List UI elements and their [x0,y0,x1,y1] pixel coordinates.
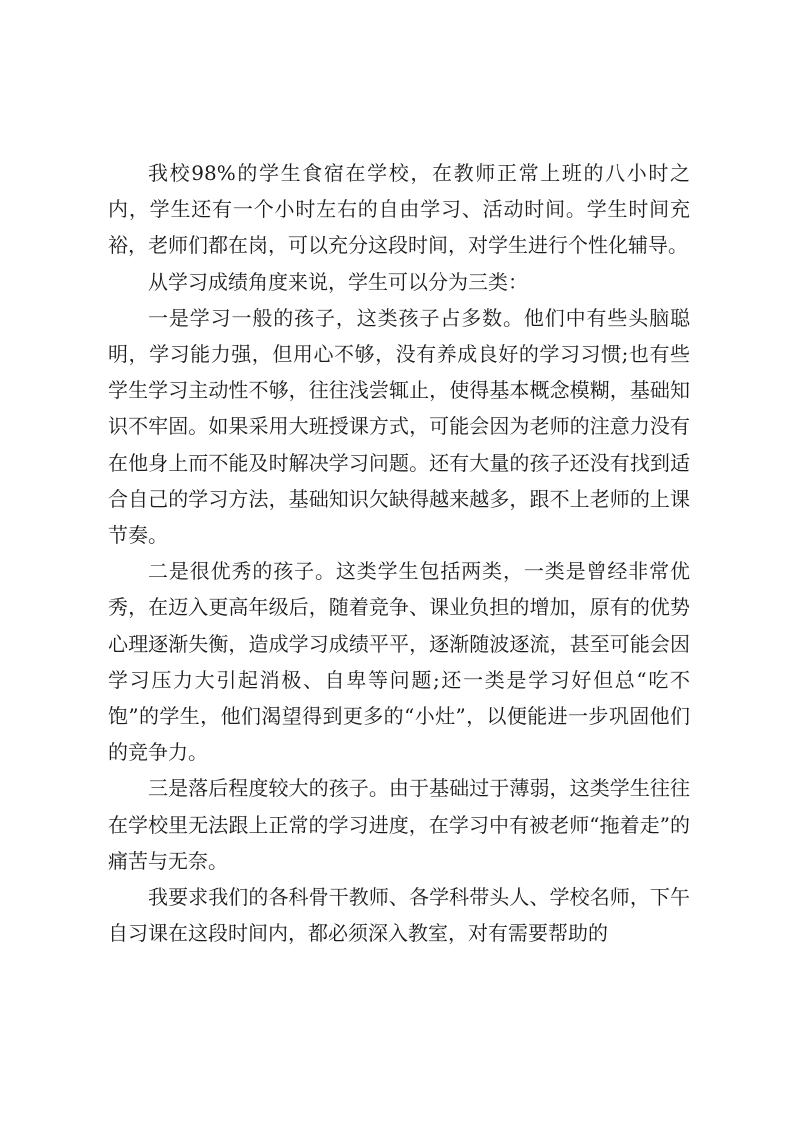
paragraph-intro: 我校98%的学生食宿在学校，在教师正常上班的八小时之内，学生还有一个小时左右的自由学习、活动时间。学生时间充裕，老师们都在岗，可以充分这段时间，对学生进行个性化辅导。 [108,161,690,258]
document-body [108,155,690,951]
paragraph-struggling-students: 三是落后程度较大的孩子。由于基础过于薄弱，这类学生往往在学校里无法跟上正常的学习进度，在学习中有被老师“拖着走”的痛苦与无奈。 [108,776,690,873]
paragraph-average-students: 一是学习一般的孩子，这类孩子占多数。他们中有些头脑聪明，学习能力强，但用心不够，没有养成良好的学习习惯;也有些学生学习主动性不够，往往浅尝辄止，使得基本概念模糊，基础知识不牢固。如果采用大班授课方式，可能会因为老师的注意力没有在他身上而不能及时解决学习问题。还有大量的孩子还没有找到适合自己的学习方法，基础知识欠缺得越来越多，跟不上老师的上课节奏。 [108,305,690,548]
paragraph-teacher-requirements: 我要求我们的各科骨干教师、各学科带头人、学校名师，下午自习课在这段时间内，都必须深入教室，对有需要帮助的 [108,885,690,946]
paragraph-excellent-students: 二是很优秀的孩子。这类学生包括两类，一类是曾经非常优秀，在迈入更高年级后，随着竞争、课业负担的增加，原有的优势心理逐渐失衡，造成学习成绩平平，逐渐随波逐流，甚至可能会因学习压力大引起消极、自卑等问题;还一类是学习好但总“吃不饱”的学生，他们渴望得到更多的“小灶”，以便能进一步巩固他们的竞争力。 [108,559,690,765]
paragraph-categories: 从学习成绩角度来说，学生可以分为三类： [148,269,528,294]
